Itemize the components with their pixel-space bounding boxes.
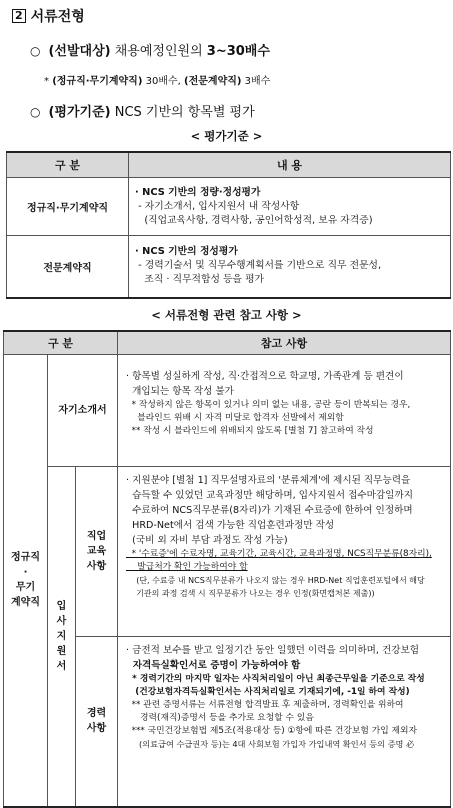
edu-line: (국비 외 자비 부담 과정도 작성 가능): [126, 535, 288, 546]
bullet-emph: 3~30배수: [206, 44, 270, 59]
reference-table: [3, 330, 451, 808]
bullet-head: (선발대상): [48, 44, 111, 59]
career-line: * 경력기간의 마지막 일자는 사직처리일이 아닌 최종근무일을 기준으로 작성: [126, 674, 425, 684]
edu-line: HRD-Net에서 검색 가능한 직업훈련과정만 작성: [126, 520, 335, 531]
section-title: 서류전형: [30, 9, 85, 25]
career-line: *** 국민건강보험법 제5조(적용대상 등) ①항에 따른 건강보험 가입 제외자: [126, 726, 417, 736]
criteria-line: (직업교육사항, 경력사항, 공인어학성적, 보유 자격증): [135, 214, 373, 226]
career-line: ** 관련 증명서류는 서류전형 합격발표 후 제출하며, 경력확인을 위하여: [126, 700, 404, 710]
intro-line: 블라인드 위배 시 자격 미달로 합격자 선발에서 제외함: [126, 413, 344, 423]
criteria-group-regular: 정규직·무기계약직: [7, 178, 129, 236]
note-val-regular: 30배수,: [142, 76, 185, 87]
bullet-text: NCS 기반의 항목별 평가: [110, 105, 255, 120]
career-line: 자격득실확인서로 증명이 가능하여야 함: [126, 660, 301, 671]
edu-line: 발급처가 확인 가능하여야 함: [126, 562, 248, 572]
career-notes: [118, 637, 451, 807]
edu-line: · 지원분야 [별첨 1] 직무설명자료의 '분류체계'에 제시된 직무능력을: [126, 475, 411, 486]
criteria-header-content: 내 용: [129, 152, 451, 178]
intro-notes: [118, 355, 451, 467]
intro-line: ** 작성 시 블라인드에 위배되지 않도록 [별첨 7] 참고하여 작성: [126, 426, 374, 436]
bullet-text: 채용예정인원의: [110, 44, 207, 59]
section-heading: [12, 6, 85, 26]
note-label-regular: (정규직·무기계약직): [52, 76, 143, 87]
criteria-line: · NCS 기반의 정량·정성평가: [135, 186, 261, 198]
criteria-line: - 자기소개서, 입사지원서 내 작성사항: [135, 200, 300, 212]
edu-line: * '수료증'에 수료자명, 교육기간, 교육시간, 교육과정명, NCS직무분류(8자리),: [126, 549, 432, 559]
criteria-table: [6, 151, 451, 299]
reference-group-label: 정규직 · 무기 계약직: [4, 355, 48, 807]
application-label: 입 사 지 원 서: [48, 467, 76, 807]
edu-line: 습득할 수 있었던 교육과정만 해당하며, 입사지원서 접수마감일까지: [126, 490, 413, 501]
criteria-line: 조직 · 직무적합성 등을 평가: [135, 274, 265, 286]
reference-header-category: 구 분: [4, 331, 118, 355]
reference-header-notes: 참고 사항: [118, 331, 451, 355]
criteria-content-regular: [129, 178, 451, 236]
note-val-contract: 3배수: [241, 76, 271, 87]
criteria-group-contract: 전문계약직: [7, 236, 129, 298]
intro-line: 개입되는 항목 작성 불가: [126, 386, 234, 397]
career-line: 경력(재직)증명서 등을 추가로 요청할 수 있음: [126, 713, 314, 723]
intro-label: 자기소개서: [48, 355, 118, 467]
criteria-line: - 경력기술서 및 직무수행계획서를 기반으로 직무 전문성,: [135, 260, 382, 272]
criteria-line: · NCS 기반의 정성평가: [135, 246, 238, 258]
note-label-contract: (전문계약직): [184, 76, 242, 87]
reference-caption: < 서류전형 관련 참고 사항 >: [151, 308, 302, 322]
edu-notes: [118, 467, 451, 637]
edu-line: 수료하여 NCS직무분류(8자리)가 기재된 수료증에 한하여 인정하며: [126, 505, 413, 516]
multiplier-note: [44, 72, 270, 87]
edu-line: (단, 수료증 내 NCS직무분류가 나오지 않는 경우 HRD-Net 직업훈련포털에서 해당: [126, 576, 425, 585]
intro-line: · 항목별 성실하게 작성, 직·간접적으로 학교명, 가족관계 등 편견이: [126, 371, 404, 382]
career-line: (건강보험자격득실확인서는 사직처리일로 기재되기에, -1일 하여 작성): [126, 687, 410, 697]
edu-line: 기관의 과정 검색 시 직무분류가 나오는 경우 인정(화면캡처본 제출)): [126, 589, 375, 598]
bullet-head: (평가기준): [48, 105, 111, 120]
criteria-header-category: 구 분: [7, 152, 129, 178]
career-line: · 금전적 보수를 받고 일정기간 동안 일했던 이력을 의미하며, 건강보험: [126, 645, 420, 656]
career-label: 경력 사항: [76, 637, 118, 807]
criteria-content-contract: [129, 236, 451, 298]
section-number: 2: [12, 9, 26, 23]
bullet-selection-target: ○ (선발대상) 채용예정인원의 3~30배수: [30, 44, 270, 59]
career-line: (의료급여 수급권자 등)는 4대 사회보험 가입자 가입내역 확인서 등의 증명 必: [126, 739, 415, 749]
criteria-caption: < 평가기준 >: [190, 129, 263, 143]
intro-line: * 작성하지 않은 항목이 있거나 의미 없는 내용, 공란 등이 반복되는 경우,: [126, 400, 411, 410]
bullet-criteria: ○ (평가기준) NCS 기반의 항목별 평가: [30, 105, 255, 120]
note-star: *: [44, 76, 49, 87]
edu-label: 직업 교육 사항: [76, 467, 118, 637]
